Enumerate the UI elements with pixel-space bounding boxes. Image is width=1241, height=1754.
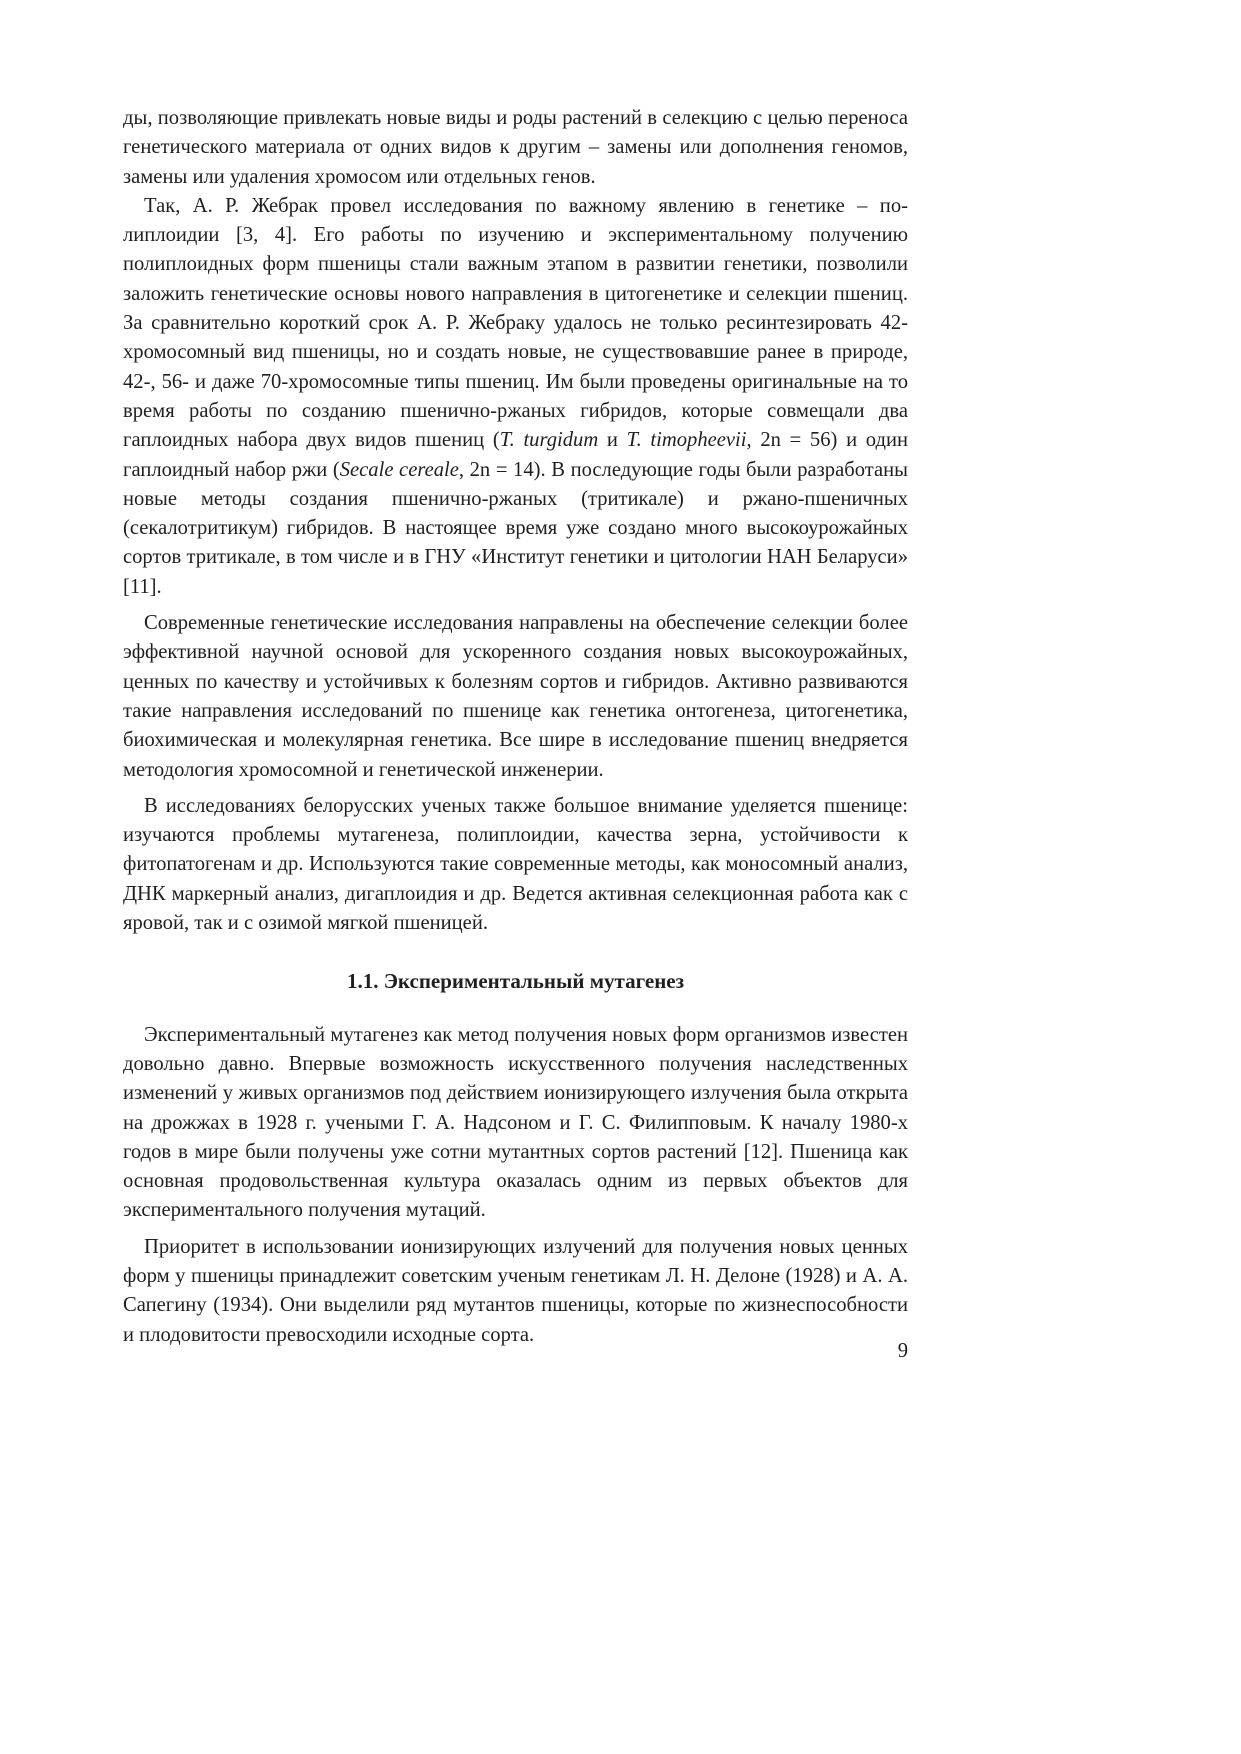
paragraph-2: [123, 192, 908, 602]
species-name-t-turgidum: T. turgidum: [499, 429, 599, 452]
species-name-t-timopheevii: T. timopheevii: [626, 429, 747, 452]
page-body: [123, 104, 908, 1350]
paragraph-2-part-b: , 2n = 56) и один гаплоидный набор ржи (: [123, 429, 909, 481]
section-heading: 1.1. Экспериментальный мутагенез: [346, 969, 685, 994]
paragraph-2-part-a: Так, А. Р. Жебрак провел исследования по важному явлению в генетике – полиплоидии [3, 4]. Его работы по изучению и экспериментальному получению полиплоидных форм пшеницы стали важным этапом в развитии генетики, позволили заложить генетические основы нового направления в цитогенетике и селекции пшениц. За сравнительно короткий срок А. Р. Жебраку удалось не только ресинтезировать 42-хромосомный вид пшеницы, но и создать новые, не существовавшие ранее в природе, 42-, 56- и даже 70-хромосомные типы пшениц. Им были проведены оригинальные на то время работы по созданию пшенично-ржаных гибридов, которые совмещали два гаплоидных набора двух видов пшениц (: [123, 194, 908, 452]
paragraph-1: ды, позволяющие привлекать новые виды и роды растений в селекцию с целью переноса генетического материала от одних видов к другим – замены или дополнения геномов, замены или удаления хромосом или отдельных генов.: [123, 107, 908, 188]
paragraph-2-conjunction: и: [598, 429, 627, 452]
paragraph-2-part-c: , 2n = 14). В последующие годы были разработаны новые методы создания пшенично-ржаных (тритикале) и ржано-пшеничных (секалотритикум) гибридов. В настоящее время уже создано много высокоурожайных сортов тритикале, в том числе и в ГНУ «Институт генетики и цитологии НАН Беларуси» [11].: [123, 458, 908, 598]
paragraph-3: Современные генетические исследования направлены на обеспечение селекции более эффективной научной основой для ускоренного создания новых высокоурожайных, ценных по качеству и устойчивых к болезням сортов и гибридов. Активно развиваются такие направления исследований по пшенице как генетика онтогенеза, цитогенетика, биохимическая и молекулярная генетика. Все шире в исследование пшениц внедряется методология хромосомной и генетической инженерии.: [123, 612, 908, 781]
species-name-secale-cereale: Secale cereale: [339, 458, 459, 481]
paragraph-5: Экспериментальный мутагенез как метод получения новых форм организмов известен довольно давно. Впервые возможность искусственного получения наследственных изменений у живых организмов под действием ионизирующего излучения была открыта на дрожжах в 1928 г. учеными Г. А. Надсоном и Г. С. Филипповым. К началу 1980-х годов в мире были получены уже сотни мутантных сортов растений [12]. Пшеница как основная продовольственная культура оказалась одним из первых объектов для экспериментального получения мутаций.: [123, 1023, 908, 1222]
paragraph-6: Приоритет в использовании ионизирующих излучений для получения новых ценных форм у пшеницы принадлежит советским ученым генетикам Л. Н. Делоне (1928) и А. А. Сапегину (1934). Они выделили ряд мутантов пшеницы, которые по жизнеспособности и плодовитости превосходили исходные сорта.: [123, 1235, 908, 1346]
paragraph-4: В исследованиях белорусских ученых также большое внимание уделяется пшенице: изучаются проблемы мутагенеза, полиплоидии, качества зерна, устойчивости к фитопатогенам и др. Используются такие современные методы, как моносомный анализ, ДНК маркерный анализ, дигаплоидия и др. Ведется активная селекционная работа как с яровой, так и с озимой мягкой пшеницей.: [123, 794, 908, 935]
page-number: 9: [897, 1340, 908, 1362]
